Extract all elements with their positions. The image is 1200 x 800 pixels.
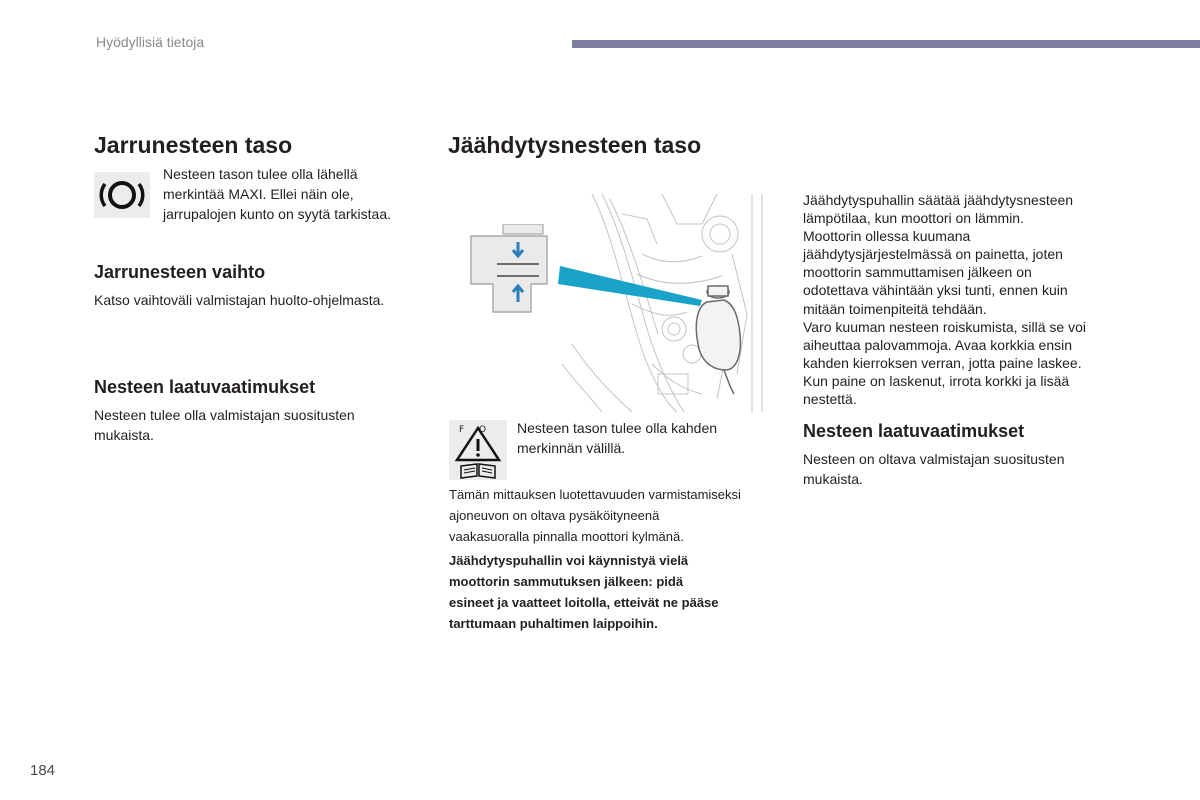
svg-text:O: O — [479, 425, 487, 435]
measurement-info-text: Tämän mittauksen luotettavuuden varmistamiseksi ajoneuvon on oltava pysäköityneenä vaakasuoralla pinnalla moottori kylmänä. — [449, 487, 741, 544]
brake-change-heading: Jarrunesteen vaihto — [94, 262, 266, 282]
fan-warning-text: Jäähdytyspuhallin voi käynnistyä vielä moottorin sammutuksen jälkeen: pidä esineet ja vaatteet loitolla, etteivät ne pääse tarttumaan puhaltimen laippoihin. — [449, 553, 719, 631]
brake-quality-heading: Nesteen laatuvaatimukset — [94, 377, 316, 397]
header-accent-bar — [572, 40, 1200, 48]
warning-manual-icon — [449, 420, 507, 480]
svg-text:F: F — [459, 425, 465, 435]
brake-fluid-title: Jarrunesteen taso — [94, 132, 293, 158]
brake-quality-text: Nesteen tulee olla valmistajan suositusten mukaista. — [94, 407, 355, 443]
coolant-instructions-text: Jäähdytyspuhallin säätää jäähdytysnesteen lämpötilaa, kun moottori on lämmin. Moottorin ollessa kuumana jäähdytysjärjestelmässä on painetta, joten moottorin sammuttamisen jälkeen on odotettava vähintään yksi tunti, ennen kuin mitään toimenpiteitä tehdään. Varo kuuman nesteen roiskumista, sillä se voi aiheuttaa palovammoja. Avaa korkkia ensin kahden kierroksen verran, jotta paine laskee. Kun paine on laskenut, irrota korkki ja lisää nestettä. — [803, 192, 1086, 408]
coolant-quality-text: Nesteen on oltava valmistajan suositusten mukaista. — [803, 451, 1065, 487]
brake-level-text: Nesteen tason tulee olla lähellä merkintää MAXI. Ellei näin ole, jarrupalojen kunto on syytä tarkistaa. — [163, 166, 392, 222]
coolant-title: Jäähdytysnesteen taso — [448, 132, 702, 158]
brake-change-text: Katso vaihtoväli valmistajan huolto-ohjelmasta. — [94, 292, 385, 308]
coolant-level-note: Nesteen tason tulee olla kahden merkinnän välillä. — [517, 420, 718, 456]
level-marks-icon — [469, 224, 549, 316]
coolant-quality-heading: Nesteen laatuvaatimukset — [803, 421, 1025, 441]
brake-warning-icon — [94, 172, 150, 218]
page-number: 184 — [30, 762, 56, 779]
running-header: Hyödyllisiä tietoja — [96, 34, 205, 50]
